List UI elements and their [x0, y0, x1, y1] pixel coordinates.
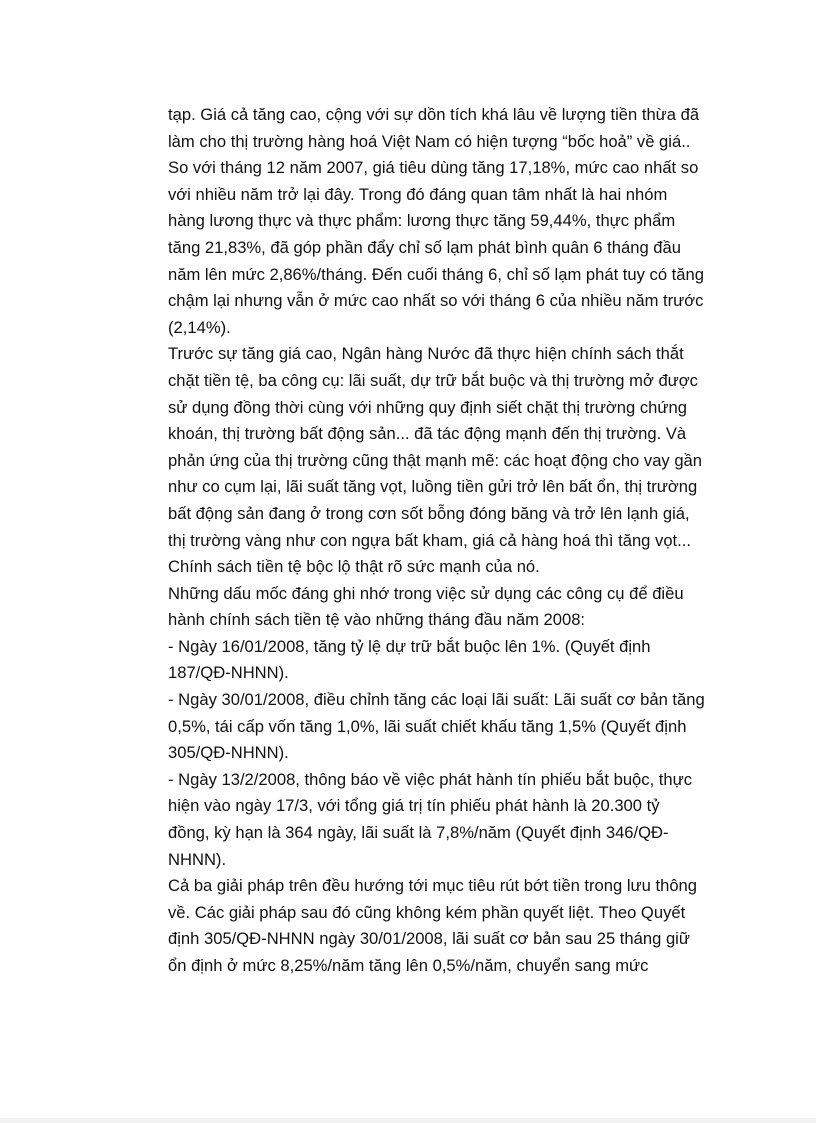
text-line: Những dấu mốc đáng ghi nhớ trong việc sử dụng các công cụ để điều [168, 583, 684, 603]
text-line: chậm lại nhưng vẫn ở mức cao nhất so với tháng 6 của nhiều năm trước [168, 291, 704, 311]
text-line: thị trường vàng như con ngựa bất kham, giá cả hàng hoá thì tăng vọt... [168, 530, 691, 550]
text-line: bất động sản đang ở trong cơn sốt bỗng đóng băng và trở lên lạnh giá, [168, 503, 690, 523]
text-line: hành chính sách tiền tệ vào những tháng đầu năm 2008: [168, 610, 586, 630]
text-line: hiện vào ngày 17/3, với tổng giá trị tín phiếu phát hành là 20.300 tỷ [168, 796, 660, 816]
text-line: chặt tiền tệ, ba công cụ: lãi suất, dự trữ bắt buộc và thị trường mở được [168, 370, 698, 390]
text-line: khoán, thị trường bất động sản... đã tác động mạnh đến thị trường. Và [168, 424, 687, 444]
text-line: 187/QĐ-NHNN). [168, 663, 289, 683]
text-line: (2,14%). [168, 317, 231, 337]
text-line: đồng, kỳ hạn là 364 ngày, lãi suất là 7,8%/năm (Quyết định 346/QĐ- [168, 823, 669, 843]
text-line: So với tháng 12 năm 2007, giá tiêu dùng tăng 17,18%, mức cao nhất so [168, 158, 699, 178]
body-text [168, 102, 728, 980]
text-line: ổn định ở mức 8,25%/năm tăng lên 0,5%/năm, chuyển sang mức [168, 956, 649, 975]
text-line: tạp. Giá cả tăng cao, cộng với sự dồn tích khá lâu về lượng tiền thừa đã [168, 105, 700, 124]
text-line: NHNN). [168, 849, 227, 869]
text-line: Trước sự tăng giá cao, Ngân hàng Nước đã thực hiện chính sách thắt [168, 344, 684, 364]
text-line: định 305/QĐ-NHNN ngày 30/01/2008, lãi suất cơ bản sau 25 tháng giữ [168, 929, 690, 949]
text-line: tăng 21,83%, đã góp phần đẩy chỉ số lạm phát bình quân 6 tháng đầu [168, 237, 681, 257]
text-line: hàng lương thực và thực phẩm: lương thực tăng 59,44%, thực phẩm [168, 211, 676, 231]
text-line: - Ngày 16/01/2008, tăng tỷ lệ dự trữ bắt buộc lên 1%. (Quyết định [168, 636, 651, 656]
text-line: làm cho thị trường hàng hoá Việt Nam có hiện tượng “bốc hoả” về giá.. [168, 131, 691, 151]
text-line: - Ngày 30/01/2008, điều chỉnh tăng các loại lãi suất: Lãi suất cơ bản tăng [168, 690, 705, 710]
text-line: phản ứng của thị trường cũng thật mạnh mẽ: các hoạt động cho vay gần [168, 450, 703, 470]
text-line: Cả ba giải pháp trên đều hướng tới mục tiêu rút bớt tiền trong lưu thông [168, 876, 698, 896]
text-line: năm lên mức 2,86%/tháng. Đến cuối tháng 6, chỉ số lạm phát tuy có tăng [168, 264, 704, 284]
text-line: về. Các giải pháp sau đó cũng không kém phần quyết liệt. Theo Quyết [168, 902, 686, 922]
text-line: với nhiều năm trở lại đây. Trong đó đáng quan tâm nhất là hai nhóm [168, 184, 668, 204]
text-line: Chính sách tiền tệ bộc lộ thật rõ sức mạnh của nó. [168, 557, 540, 577]
text-line: 0,5%, tái cấp vốn tăng 1,0%, lãi suất chiết khấu tăng 1,5% (Quyết định [168, 716, 687, 736]
text-line: 305/QĐ-NHNN). [168, 743, 289, 763]
text-line: sử dụng đồng thời cùng với những quy định siết chặt thị trường chứng [168, 397, 687, 417]
text-line: - Ngày 13/2/2008, thông báo về việc phát hành tín phiếu bắt buộc, thực [168, 769, 693, 789]
text-line: như co cụm lại, lãi suất tăng vọt, luồng tiền gửi trở lên bất ổn, thị trường [168, 477, 698, 497]
page-bottom-edge [0, 1118, 816, 1123]
